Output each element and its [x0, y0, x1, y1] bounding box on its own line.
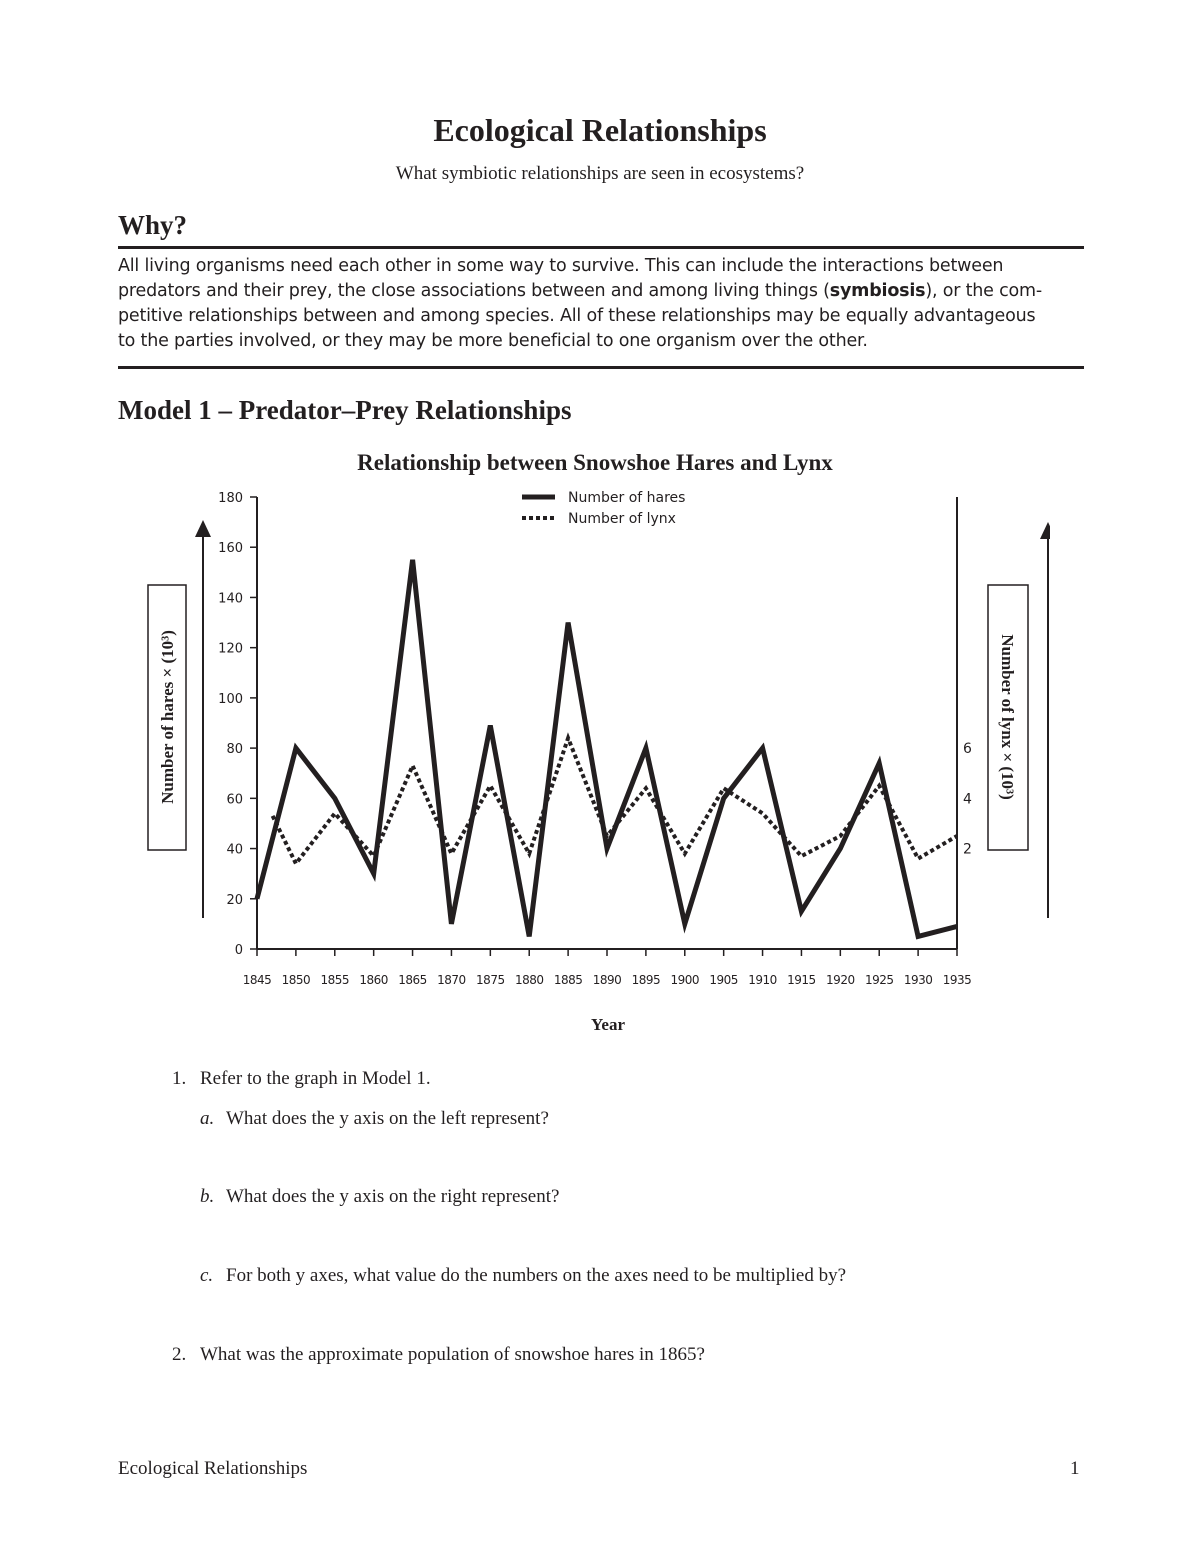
left-y-tick-label: 20 [226, 892, 243, 908]
right-y-tick-label: 6 [963, 741, 972, 758]
left-y-tick-label: 0 [234, 943, 243, 958]
left-y-tick-label: 60 [226, 792, 243, 808]
why-line-4: to the parties involved, or they may be more beneficial to one organism over the other. [118, 331, 868, 351]
left-arrow-head [195, 520, 211, 537]
x-tick-label: 1855 [320, 973, 350, 987]
right-y-tick-label: 2 [963, 841, 972, 858]
left-axis-label: Number of hares × (10³) [158, 630, 177, 804]
legend-label: Number of hares [568, 490, 686, 506]
why-line-2-start: predators and their prey, the close associations between and among living things ( [118, 281, 830, 301]
question-1b [200, 1186, 559, 1208]
x-tick-label: 1880 [514, 973, 544, 987]
model-heading: Model 1 – Predator–Prey Relationships [118, 395, 572, 425]
question-1c-text: For both y axes, what value do the numbers on the axes need to be multiplied by? [226, 1265, 846, 1286]
question-2 [172, 1344, 705, 1366]
x-tick-label: 1920 [826, 973, 855, 987]
question-1-number: 1. [172, 1068, 187, 1089]
legend-label: Number of lynx [568, 511, 676, 527]
left-y-tick-label: 100 [218, 691, 243, 707]
why-line-1: All living organisms need each other in some way to survive. This can include the interactions between [118, 256, 1004, 276]
x-tick-label: 1845 [242, 973, 272, 987]
question-1a-letter: a. [200, 1108, 215, 1129]
x-tick-label: 1865 [398, 973, 427, 987]
x-tick-label: 1925 [864, 973, 894, 987]
x-tick-label: 1875 [476, 973, 505, 987]
left-y-tick-label: 140 [218, 591, 243, 607]
x-tick-label: 1885 [553, 973, 583, 987]
page-subtitle: What symbiotic relationships are seen in ecosystems? [395, 163, 805, 184]
x-tick-label: 1895 [631, 973, 661, 987]
left-y-tick-label: 40 [226, 842, 243, 858]
right-arrow-head [1040, 522, 1050, 539]
predator-prey-chart [130, 440, 1050, 1040]
question-1c-letter: c. [200, 1265, 214, 1286]
question-1b-text: What does the y axis on the right represent? [226, 1186, 560, 1207]
symbiosis-term: symbiosis [829, 281, 926, 301]
x-tick-label: 1870 [437, 973, 466, 987]
x-tick-label: 1930 [903, 973, 933, 987]
question-2-number: 2. [172, 1344, 187, 1365]
question-1a [200, 1108, 549, 1130]
question-1-text: Refer to the graph in Model 1. [200, 1068, 431, 1089]
question-1 [172, 1068, 431, 1090]
question-1a-text: What does the y axis on the left represent? [226, 1108, 549, 1129]
page-number: 1 [1070, 1458, 1080, 1479]
top-rule [118, 246, 1084, 249]
left-y-tick-label: 160 [218, 541, 243, 557]
chart-title: Relationship between Snowshoe Hares and Lynx [357, 450, 833, 475]
x-tick-label: 1850 [281, 973, 311, 987]
footer-title: Ecological Relationships [118, 1458, 308, 1479]
left-y-tick-label: 120 [218, 641, 243, 657]
x-tick-label: 1860 [359, 973, 388, 987]
x-axis-label: Year [591, 1015, 625, 1034]
right-axis-label: Number of lynx × (10³) [998, 634, 1017, 800]
why-line-2-end: ), or the com- [925, 281, 1042, 301]
why-line-3: petitive relationships between and among species. All of these relationships may be equally advantageous [118, 306, 1036, 326]
question-1b-letter: b. [200, 1186, 215, 1207]
why-heading: Why? [118, 210, 188, 240]
why-line-2 [118, 279, 1084, 304]
page-title: Ecological Relationships [433, 112, 767, 148]
x-tick-label: 1910 [748, 973, 777, 987]
question-1c [200, 1265, 846, 1287]
x-tick-label: 1905 [709, 973, 738, 987]
question-2-text: What was the approximate population of snowshoe hares in 1865? [200, 1344, 705, 1365]
hares-series-line [257, 560, 957, 937]
bottom-rule [118, 366, 1084, 369]
right-y-tick-label: 4 [963, 791, 972, 808]
x-tick-label: 1890 [592, 973, 622, 987]
x-tick-label: 1935 [942, 973, 972, 987]
left-y-tick-label: 180 [218, 491, 243, 506]
x-tick-label: 1915 [787, 973, 816, 987]
left-y-tick-label: 80 [226, 742, 243, 758]
why-paragraph [118, 254, 1084, 354]
x-tick-label: 1900 [670, 973, 700, 987]
